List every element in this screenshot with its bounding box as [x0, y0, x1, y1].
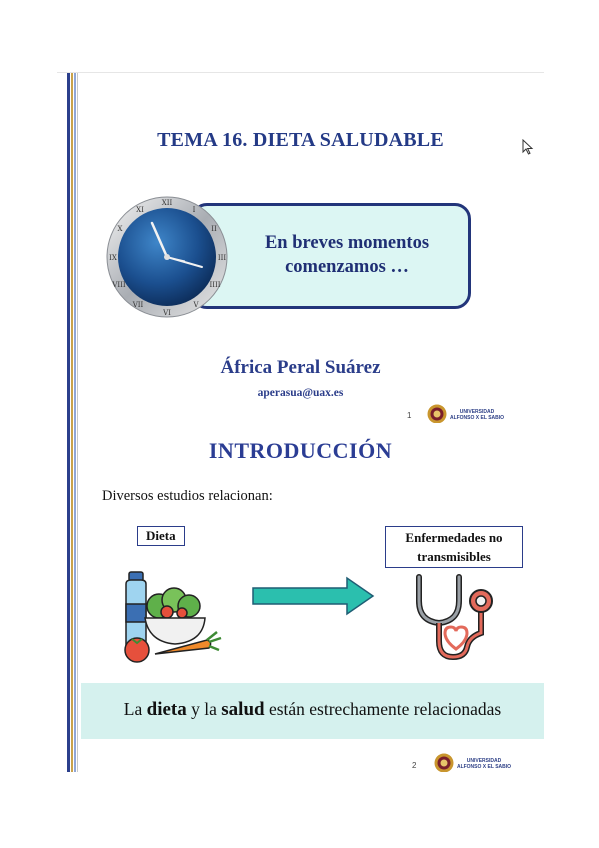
food-icon: [119, 566, 227, 666]
slide-2: [57, 423, 544, 772]
enfermedades-box: [385, 526, 523, 568]
slide-1: [57, 72, 544, 423]
svg-text:II: II: [211, 225, 217, 233]
author-email[interactable]: aperasua@uax.es: [257, 387, 344, 399]
enfermedades-line-1: Enfermedades no: [405, 530, 503, 545]
author-name: África Peral Suárez: [220, 357, 381, 378]
svg-text:III: III: [217, 254, 227, 262]
svg-text:IX: IX: [109, 254, 117, 262]
university-name: UNIVERSIDAD ALFONSO X EL SABIO: [456, 758, 512, 770]
university-logo: [427, 404, 447, 423]
page-number: 2: [412, 761, 417, 770]
svg-text:VI: VI: [163, 309, 171, 317]
dieta-box: Dieta: [137, 526, 185, 546]
statement-text: La dieta y la salud están estrechamente relacionadas: [123, 699, 502, 720]
svg-text:VIII: VIII: [112, 281, 126, 289]
message-text: [237, 231, 457, 279]
stethoscope-heart-icon: [409, 571, 499, 663]
message-line-2: comenzamos …: [285, 257, 409, 277]
svg-text:X: X: [117, 225, 123, 233]
svg-text:VII: VII: [132, 301, 144, 309]
svg-text:XI: XI: [136, 206, 144, 214]
slide-2-title: INTRODUCCIÓN: [208, 438, 393, 463]
svg-text:V: V: [193, 301, 199, 309]
svg-text:XII: XII: [161, 199, 173, 207]
university-logo: [434, 753, 454, 772]
svg-text:I: I: [192, 206, 196, 214]
clock-icon: [105, 195, 229, 319]
university-name: UNIVERSIDAD ALFONSO X EL SABIO: [449, 409, 505, 421]
page-number: 1: [407, 411, 412, 420]
arrow-right-icon: [251, 576, 376, 616]
slide-1-title: TEMA 16. DIETA SALUDABLE: [157, 129, 444, 151]
enfermedades-line-2: transmisibles: [417, 549, 491, 564]
intro-text: Diversos estudios relacionan:: [102, 488, 273, 504]
slide-border-stripes: [67, 423, 81, 772]
svg-text:IIII: IIII: [209, 281, 221, 289]
message-line-1: En breves momentos: [264, 233, 430, 253]
cursor-icon: [522, 139, 534, 155]
